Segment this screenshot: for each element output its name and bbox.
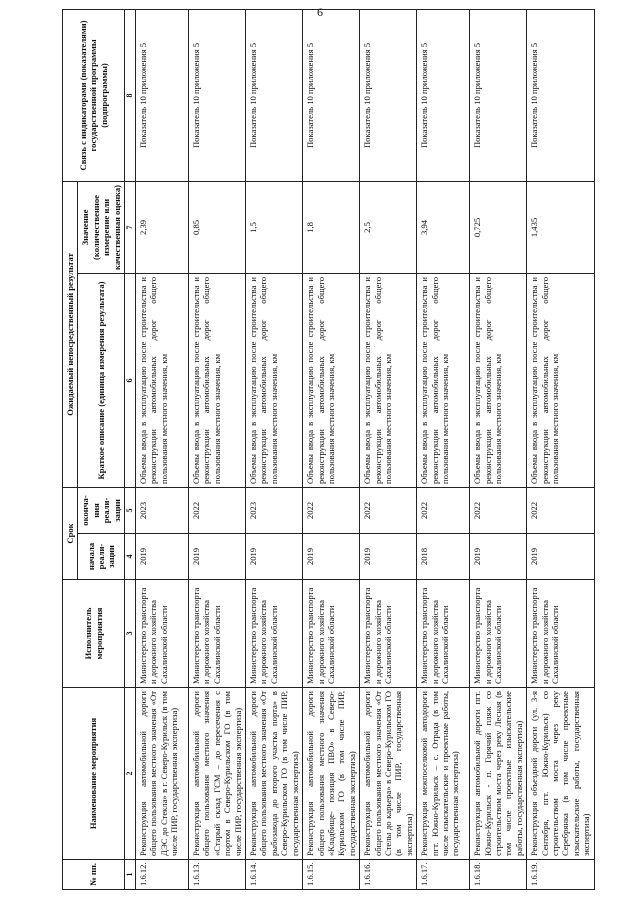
rotated-table-sheet: [62, 10, 602, 890]
measure-name: Реконструкция автомобильной дороги общего пользования местного значения «От Стелы до карьера» в Северо-Курильском ГО (в том числе ПИР, государственная экспертиза): [360, 688, 417, 860]
table-row: [470, 9, 527, 889]
result-value: 3,94: [417, 181, 470, 273]
measure-name: Реконструкция межпоселковой автодороги пгт. Южно-Курильск – с. Отрада (в том числе изыскательские и проектные работы, государственная экспертиза): [417, 688, 470, 860]
end-year: 2022: [303, 487, 360, 533]
indicator-link: Показатель 10 приложения 5: [246, 9, 303, 181]
table-row: [303, 9, 360, 889]
header-expected-result: Ожидаемый непосредственный результат: [63, 181, 78, 487]
executor: Министерство транспорта и дорожного хозяйства Сахалинской области: [246, 580, 303, 688]
executor: Министерство транспорта и дорожного хозяйства Сахалинской области: [360, 580, 417, 688]
executor: Министерство транспорта и дорожного хозяйства Сахалинской области: [527, 580, 594, 688]
header-description: Краткое описание (единица измерения результата): [78, 273, 125, 487]
result-description: Объемы ввода в эксплуатацию после строительства и реконструкции автомобильных дорог общего пользования местного значения, км: [527, 273, 594, 487]
header-name: Наименование мероприятия: [63, 688, 125, 860]
header-executor: Исполнитель мероприятия: [63, 580, 125, 688]
measure-name: Реконструкция автомобильной дороги общего пользования местного значения «От рыбозавода до второго участка порта» в Северо-Курильском ГО (в том числе ПИР, государственная экспертиза): [246, 688, 303, 860]
start-year: 2019: [527, 534, 594, 580]
result-description: Объемы ввода в эксплуатацию после строительства и реконструкции автомобильных дорог общего пользования местного значения, км: [417, 273, 470, 487]
result-description: Объемы ввода в эксплуатацию после строительства и реконструкции автомобильных дорог общего пользования местного значения, км: [303, 273, 360, 487]
start-year: 2019: [246, 534, 303, 580]
column-number: 3: [125, 580, 136, 688]
end-year: 2022: [417, 487, 470, 533]
executor: Министерство транспорта и дорожного хозяйства Сахалинской области: [189, 580, 246, 688]
result-value: 0,725: [470, 181, 527, 273]
end-year: 2022: [360, 487, 417, 533]
table-row: [527, 9, 594, 889]
result-value: 1,5: [246, 181, 303, 273]
column-number: 7: [125, 181, 136, 273]
table-row: [417, 9, 470, 889]
row-number: 1.6.19.: [527, 860, 594, 890]
indicator-link: Показатель 10 приложения 5: [303, 9, 360, 181]
start-year: 2019: [470, 534, 527, 580]
header-value: Значение (количественное измерение или качественная оценка): [78, 181, 125, 273]
table-row: [136, 9, 189, 889]
result-value: 0,85: [189, 181, 246, 273]
measure-name: Реконструкция автомобильной дороги общего пользования местного значения «Старый склад ГСМ – до пересечения с портом в Северо-Курильском ГО (в том числе ПИР, государственная экспертиза): [189, 688, 246, 860]
row-number: 1.6.14.: [246, 860, 303, 890]
column-number: 4: [125, 534, 136, 580]
column-number: 2: [125, 688, 136, 860]
result-value: 1,435: [527, 181, 594, 273]
start-year: 2019: [360, 534, 417, 580]
result-description: Объемы ввода в эксплуатацию после строительства и реконструкции автомобильных дорог общего пользования местного значения, км: [189, 273, 246, 487]
result-value: 2,39: [136, 181, 189, 273]
end-year: 2022: [527, 487, 594, 533]
row-number: 1.6.17.: [417, 860, 470, 890]
indicator-link: Показатель 10 приложения 5: [360, 9, 417, 181]
measures-table: [62, 9, 595, 890]
column-number: 6: [125, 273, 136, 487]
table-row: [189, 9, 246, 889]
result-value: 1,8: [303, 181, 360, 273]
header-term: Срок: [63, 487, 78, 579]
table-row: [246, 9, 303, 889]
header-start: начала реали-зации: [78, 534, 125, 580]
header-end: оконча-ния реали-зации: [78, 487, 125, 533]
indicator-link: Показатель 10 приложения 5: [136, 9, 189, 181]
indicator-link: Показатель 10 приложения 5: [189, 9, 246, 181]
executor: Министерство транспорта и дорожного хозяйства Сахалинской области: [470, 580, 527, 688]
result-description: Объемы ввода в эксплуатацию после строительства и реконструкции автомобильных дорог общего пользования местного значения, км: [470, 273, 527, 487]
start-year: 2019: [189, 534, 246, 580]
table-row: [360, 9, 417, 889]
executor: Министерство транспорта и дорожного хозяйства Сахалинской области: [303, 580, 360, 688]
result-description: Объемы ввода в эксплуатацию после строительства и реконструкции автомобильных дорог общего пользования местного значения, км: [360, 273, 417, 487]
result-value: 2,5: [360, 181, 417, 273]
indicator-link: Показатель 10 приложения 5: [527, 9, 594, 181]
result-description: Объемы ввода в эксплуатацию после строительства и реконструкции автомобильных дорог общего пользования местного значения, км: [246, 273, 303, 487]
column-number: 1: [125, 860, 136, 890]
row-number: 1.6.13.: [189, 860, 246, 890]
indicator-link: Показатель 10 приложения 5: [417, 9, 470, 181]
column-number: 5: [125, 487, 136, 533]
row-number: 1.6.12.: [136, 860, 189, 890]
row-number: 1.6.16.: [360, 860, 417, 890]
start-year: 2018: [417, 534, 470, 580]
start-year: 2019: [303, 534, 360, 580]
end-year: 2023: [246, 487, 303, 533]
header-no: № пп.: [63, 860, 125, 890]
end-year: 2022: [189, 487, 246, 533]
end-year: 2023: [136, 487, 189, 533]
result-description: Объемы ввода в эксплуатацию после строительства и реконструкции автомобильных дорог общего пользования местного значения, км: [136, 273, 189, 487]
indicator-link: Показатель 10 приложения 5: [470, 9, 527, 181]
column-numbers-row: [125, 9, 136, 889]
end-year: 2022: [470, 487, 527, 533]
page-number: 6: [317, 5, 323, 19]
row-number: 1.6.18.: [470, 860, 527, 890]
measure-name: Реконструкция автомобильной дороги общего пользования местного значения «Кладбище- позиция ПВО» в Северо-Курильском ГО (в том числе ПИР, государственная экспертиза): [303, 688, 360, 860]
measure-name: Реконструкция автомобильной дороги общего пользования местного значения «От ДЭС до Стекла» в г. Северо-Курильск (в том числе ПИР, государственная экспертиза): [136, 688, 189, 860]
measure-name: Реконструкция объездной дороги (ул. 3-я Сентября, пгт. Южно-Курильск) со строительством моста через реку Серебрянка (в том числе проектные изыскательские работы, государственная экспертиза): [527, 688, 594, 860]
start-year: 2019: [136, 534, 189, 580]
executor: Министерство транспорта и дорожного хозяйства Сахалинской области: [417, 580, 470, 688]
row-number: 1.6.15.: [303, 860, 360, 890]
column-number: 8: [125, 9, 136, 181]
measure-name: Реконструкция автомобильной дороги пгт. Южно-Курильск - п. Горячий пляж со строительством моста через реку Лесная (в том числе проектные изыскательские работы, государственная экспертиза): [470, 688, 527, 860]
executor: Министерство транспорта и дорожного хозяйства Сахалинской области: [136, 580, 189, 688]
header-link: Связь с индикаторами (показателями) государственной программы (подпрограммы): [63, 9, 125, 181]
